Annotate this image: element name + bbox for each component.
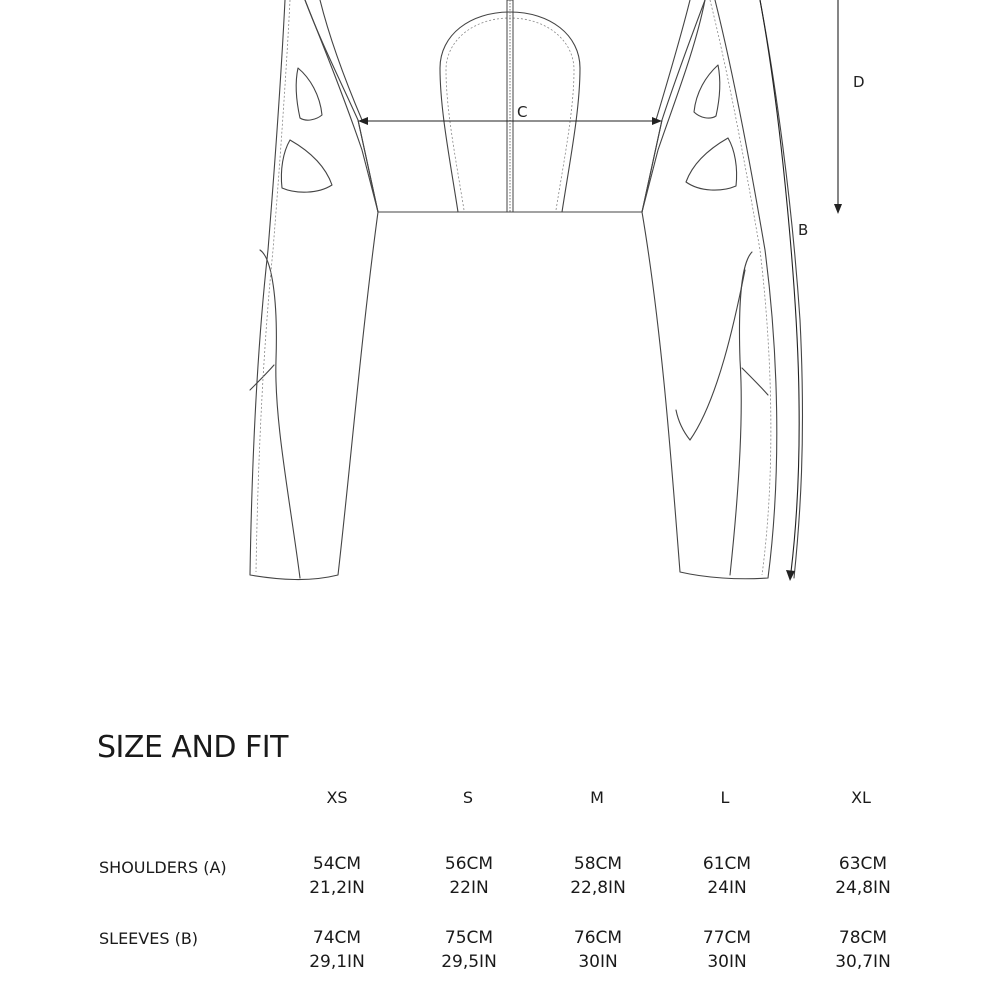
size-and-fit-title: SIZE AND FIT	[97, 730, 288, 765]
size-header-m: M	[590, 788, 604, 807]
shoulders-xl	[803, 852, 923, 900]
sleeves-s-cm: 75CM	[444, 928, 494, 948]
shoulders-s-in: 22IN	[449, 878, 489, 898]
right-sleeve-panel	[742, 368, 768, 395]
measure-b-arrow	[786, 570, 795, 581]
shoulders-xl-in: 24,8IN	[835, 878, 891, 898]
shoulders-s-cm: 56CM	[444, 854, 494, 874]
sleeves-s-in: 29,5IN	[441, 952, 497, 972]
right-sleeve-stitch	[710, 0, 771, 575]
shoulders-s	[409, 852, 529, 900]
size-header-xs: XS	[326, 788, 348, 807]
shoulders-m	[538, 852, 658, 900]
sleeves-xs	[277, 926, 397, 974]
size-header-s: S	[462, 788, 474, 807]
sleeves-xl-in: 30,7IN	[835, 952, 891, 972]
sleeves-l	[667, 926, 787, 974]
sleeves-xl	[803, 926, 923, 974]
shoulders-l-in: 24IN	[707, 878, 747, 898]
shoulders-xl-cm: 63CM	[838, 854, 888, 874]
sleeves-m-cm: 76CM	[573, 928, 623, 948]
right-sleeve-pocket	[676, 270, 745, 440]
sleeves-m	[538, 926, 658, 974]
measure-c-arrow-left	[358, 117, 368, 125]
jacket-right-side	[642, 120, 662, 212]
shoulders-l	[667, 852, 787, 900]
sleeves-m-in: 30IN	[578, 952, 618, 972]
left-shoulder-seam	[320, 0, 362, 120]
left-sleeve-panel	[250, 365, 274, 390]
right-shoulder-seam	[656, 0, 690, 120]
size-header-l: L	[720, 788, 730, 807]
shoulders-xs-in: 21,2IN	[309, 878, 365, 898]
sleeves-l-cm: 77CM	[702, 928, 752, 948]
shoulders-xs-cm: 54CM	[312, 854, 362, 874]
left-vent-lower	[281, 140, 332, 192]
shoulders-xs	[277, 852, 397, 900]
right-vent-lower	[686, 138, 737, 190]
row-label-shoulders: SHOULDERS (A)	[99, 858, 227, 877]
right-sleeve-seam	[730, 252, 752, 575]
measure-c-label: C	[517, 103, 528, 121]
right-sleeve-outer-edge	[760, 0, 802, 578]
size-header-xl: XL	[851, 788, 871, 807]
shoulders-l-cm: 61CM	[702, 854, 752, 874]
left-sleeve-outline	[250, 0, 378, 580]
right-vent-upper	[694, 65, 720, 118]
measure-b-line	[760, 0, 799, 572]
left-sleeve-seam	[260, 250, 300, 578]
row-label-sleeves: SLEEVES (B)	[99, 929, 199, 948]
left-vent-upper	[296, 68, 322, 120]
sleeves-l-in: 30IN	[707, 952, 747, 972]
measure-b-label: B	[798, 221, 809, 239]
sleeves-xl-cm: 78CM	[838, 928, 888, 948]
measure-d-arrow	[834, 204, 842, 214]
sleeves-xs-cm: 74CM	[312, 928, 362, 948]
left-shoulder-panel	[305, 0, 378, 212]
shoulders-m-in: 22,8IN	[570, 878, 626, 898]
sleeves-xs-in: 29,1IN	[309, 952, 365, 972]
right-sleeve-outline	[642, 0, 777, 579]
jacket-left-side	[358, 120, 378, 212]
shoulders-m-cm: 58CM	[573, 854, 623, 874]
sleeves-s	[409, 926, 529, 974]
measure-d-label: D	[853, 73, 865, 91]
